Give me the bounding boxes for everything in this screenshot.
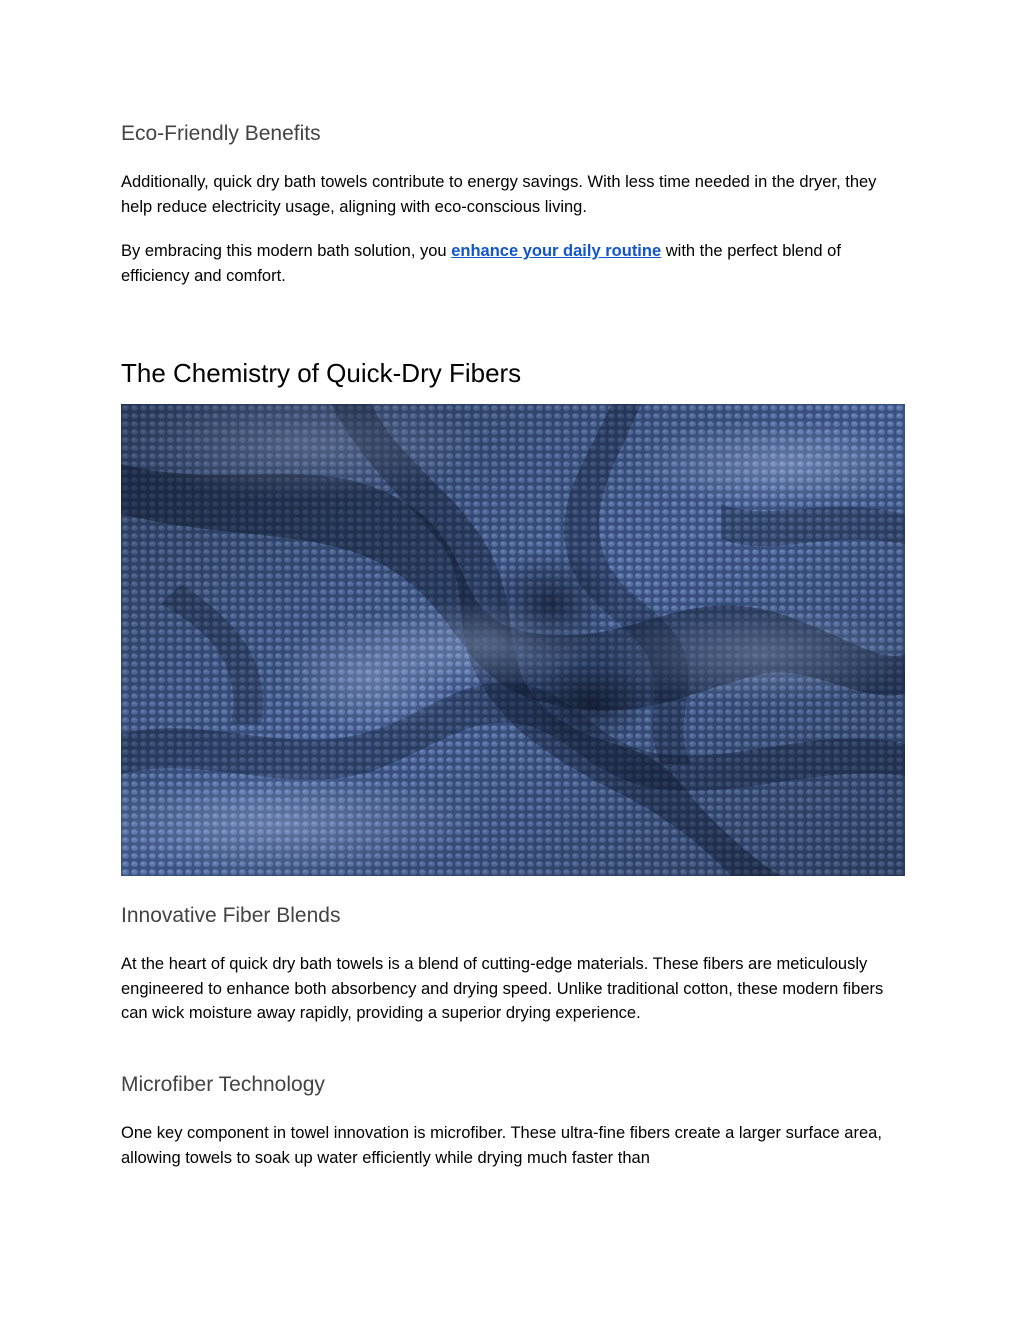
fiber-blends-heading: Innovative Fiber Blends [121, 904, 341, 927]
eco-paragraph-2-end: with the perfect blend of efficiency and comfort. [121, 242, 841, 285]
microfiber-heading: Microfiber Technology [121, 1073, 325, 1096]
knit-fabric-photo [121, 404, 905, 876]
microfiber-paragraph: One key component in towel innovation is microfiber. These ultra-fine fibers create a larger surface area, allowing towels to soak up water efficiently while drying much faster than [121, 1124, 882, 1167]
enhance-routine-link[interactable]: enhance your daily routine [451, 242, 662, 260]
eco-paragraph-2 [121, 239, 911, 288]
fiber-blends-paragraph: At the heart of quick dry bath towels is a blend of cutting-edge materials. These fibers are meticulously engineered to enhance both absorbency and drying speed. Unlike traditional cotton, these modern fibers can wick moisture away rapidly, providing a superior drying experience. [121, 955, 884, 1022]
eco-paragraph-2-start: By embracing this modern bath solution, you [121, 242, 452, 260]
eco-friendly-heading: Eco-Friendly Benefits [121, 122, 321, 145]
chemistry-heading: The Chemistry of Quick-Dry Fibers [121, 358, 522, 388]
eco-paragraph-1: Additionally, quick dry bath towels contribute to energy savings. With less time needed in the dryer, they help reduce electricity usage, aligning with eco-conscious living. [121, 173, 877, 216]
